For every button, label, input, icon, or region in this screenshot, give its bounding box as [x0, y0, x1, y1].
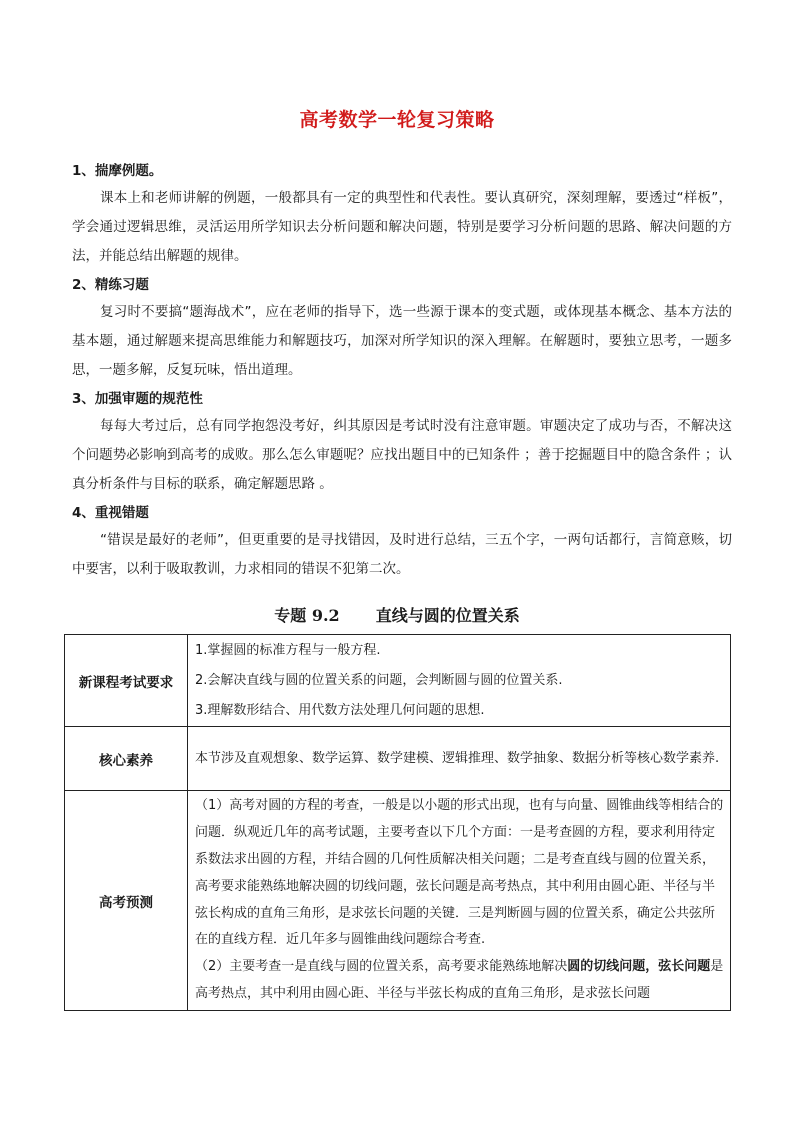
- topic-title: [0, 603, 794, 626]
- row-content-exam-requirements: [188, 635, 731, 727]
- strategy-list: [72, 160, 732, 587]
- strategy-heading-4: 4、重视错题: [72, 505, 149, 521]
- table-row: [65, 791, 731, 1011]
- strategy-heading-1: 1、揣摩例题。: [72, 163, 163, 179]
- strategy-heading-3: 3、加强审题的规范性: [72, 391, 203, 407]
- strategy-heading-2: 2、精练习题: [72, 277, 149, 293]
- row-label-exam-requirements: 新课程考试要求: [65, 635, 188, 727]
- row-content-exam-forecast: [188, 791, 731, 1011]
- page-title: 高考数学一轮复习策略: [299, 109, 495, 131]
- topic-name: 直线与圆的位置关系: [375, 606, 520, 625]
- strategy-body-1: 课本上和老师讲解的例题，一般都具有一定的典型性和代表性。要认真研究，深刻理解，要透过“样板”，学会通过逻辑思维，灵活运用所学知识去分析问题和解决问题，特别是要学习分析问题的思路、解决问题的方法，并能总结出解题的规律。: [72, 190, 732, 264]
- forecast-p2-start: （2）主要考查一是直线与圆的位置关系，高考要求能熟练地解决: [195, 959, 568, 975]
- core-literacy-text: 本节涉及直观想象、数学运算、数学建模、逻辑推理、数学抽象、数据分析等核心数学素养.: [195, 751, 720, 766]
- table-row: [65, 727, 731, 791]
- row-content-core-literacy: [188, 727, 731, 791]
- strategy-body-2: 复习时不要搞“题海战术”，应在老师的指导下，选一些源于课本的变式题，或体现基本概念、基本方法的基本题，通过解题来提高思维能力和解题技巧，加深对所学知识的深入理解。在解题时，要独立思考，一题多思，一题多解，反复玩味，悟出道理。: [72, 304, 732, 378]
- requirements-table: [64, 634, 731, 1011]
- forecast-p2-end: 是高考热点，其中利用由圆心距、半径与半弦长构成的直角三角形，是求弦长问题: [195, 959, 724, 1001]
- requirement-item: 1.掌握圆的标准方程与一般方程.: [195, 642, 381, 658]
- strategy-body-4: “错误是最好的老师”，但更重要的是寻找错因，及时进行总结，三五个字，一两句话都行，言简意赅，切中要害，以利于吸取教训，力求相同的错误不犯第二次。: [72, 532, 732, 577]
- forecast-p2-highlight: 圆的切线问题，弦长问题: [567, 959, 711, 975]
- requirement-item: 3.理解数形结合、用代数方法处理几何问题的思想.: [195, 702, 485, 718]
- topic-number: 专题 9.2: [274, 606, 340, 625]
- strategy-body-3: 每每大考过后，总有同学抱怨没考好，纠其原因是考试时没有注意审题。审题决定了成功与否，不解决这个问题势必影响到高考的成败。那么怎么审题呢？应找出题目中的已知条件 ；善于挖掘题目中的隐含条件 ；认真分析条件与目标的联系，确定解题思路 。: [72, 418, 732, 492]
- row-label-exam-forecast: 高考预测: [65, 791, 188, 1011]
- row-label-core-literacy: 核心素养: [65, 727, 188, 791]
- forecast-paragraph-1: （1）高考对圆的方程的考查，一般是以小题的形式出现，也有与向量、圆锥曲线等相结合的问题．纵观近几年的高考试题，主要考查以下几个方面：一是考查圆的方程，要求利用待定系数法求出圆的方程，并结合圆的几何性质解决相关问题；二是考查直线与圆的位置关系，高考要求能熟练地解决圆的切线问题，弦长问题是高考热点，其中利用由圆心距、半径与半弦长构成的直角三角形，是求弦长问题的关键．三是判断圆与圆的位置关系，确定公共弦所在的直线方程．近几年多与圆锥曲线问题综合考查.: [195, 798, 724, 948]
- forecast-paragraph-2: [195, 954, 724, 1008]
- table-row: [65, 635, 731, 727]
- requirement-item: 2.会解决直线与圆的位置关系的问题，会判断圆与圆的位置关系.: [195, 672, 563, 688]
